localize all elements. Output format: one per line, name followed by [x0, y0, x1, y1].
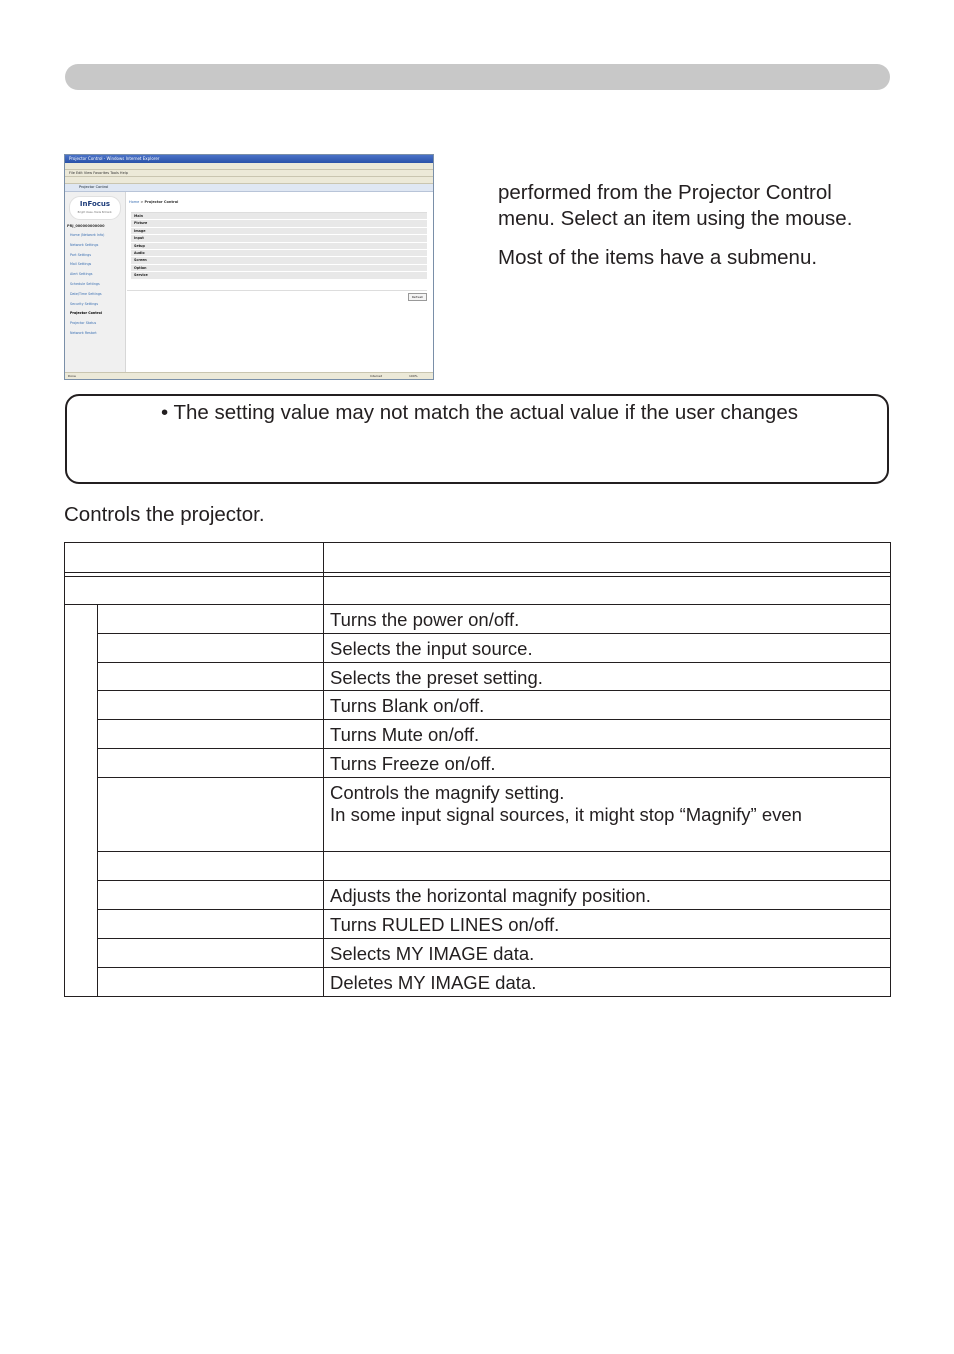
projector-menu-list	[131, 212, 427, 280]
intro-text	[498, 180, 898, 271]
divider	[127, 290, 427, 291]
lead-text: Controls the projector.	[64, 503, 265, 526]
intro-line-3: Most of the items have a submenu.	[498, 246, 818, 269]
table-column-divider	[323, 542, 324, 997]
projector-menu-item[interactable]: Screen	[131, 257, 427, 264]
table-cell-description: Deletes MY IMAGE data.	[330, 972, 537, 993]
table-cell-description: Turns the power on/off.	[330, 609, 520, 630]
projector-menu-item[interactable]: Service	[131, 272, 427, 279]
table-cell-description: Selects the input source.	[330, 638, 533, 659]
web-nav-item[interactable]: Network Restart	[70, 330, 97, 335]
web-sidebar	[65, 192, 126, 373]
table-border	[64, 542, 891, 543]
web-nav-item[interactable]: Home (Network Info)	[70, 233, 105, 237]
browser-screenshot	[64, 154, 434, 380]
table-row-line	[97, 967, 891, 968]
projector-menu-item[interactable]: Image	[131, 228, 427, 235]
table-cell-description: Turns RULED LINES on/off.	[330, 914, 560, 935]
table-row-line	[97, 662, 891, 663]
intro-paragraph	[498, 180, 898, 232]
refresh-button[interactable]: Refresh	[408, 293, 427, 301]
web-nav-item[interactable]: Schedule Settings	[70, 281, 100, 286]
projector-menu-item[interactable]: Input	[131, 235, 427, 242]
table-row-line	[97, 690, 891, 691]
table-header-divider	[64, 572, 891, 573]
infocus-logo	[69, 196, 121, 220]
web-nav-item[interactable]: Security Settings	[70, 301, 99, 306]
address-bar	[65, 163, 433, 170]
table-border	[64, 542, 65, 997]
table-row-line	[97, 938, 891, 939]
note-text: • The setting value may not match the actual value if the user changes	[161, 401, 798, 424]
status-bar	[65, 372, 433, 379]
table-cell-description: Adjusts the horizontal magnify position.	[330, 885, 651, 906]
table-row-line	[97, 777, 891, 778]
table-cell-description: Turns Mute on/off.	[330, 724, 480, 745]
web-nav-item[interactable]: Projector Control	[70, 311, 102, 316]
web-nav-item[interactable]: Network Settings	[70, 242, 99, 247]
status-text: Done	[68, 374, 76, 378]
table-border	[64, 996, 891, 997]
table-cell-description: Turns Freeze on/off.	[330, 753, 496, 774]
intro-line-1: performed from the Projector Control	[498, 181, 832, 204]
web-nav-item[interactable]: Alert Settings	[70, 272, 93, 277]
projector-menu-item[interactable]: Setup	[131, 243, 427, 250]
table-row-line	[64, 604, 891, 605]
table-row-line	[97, 633, 891, 634]
logo-name: InFocus	[79, 200, 111, 208]
table-row-line	[97, 880, 891, 881]
table-cell-description-note: In some input signal sources, it might stop “Magnify” even	[330, 804, 802, 825]
web-nav-item[interactable]: Port Settings	[70, 252, 92, 257]
table-border	[890, 542, 891, 997]
projector-control-table	[64, 542, 891, 997]
table-row-line	[97, 909, 891, 910]
menu-bar: File Edit View Favorites Tools Help	[65, 170, 433, 177]
table-row-line	[97, 748, 891, 749]
table-cell-description: Selects the preset setting.	[330, 667, 543, 688]
web-nav-item[interactable]: Date/Time Settings	[70, 291, 102, 296]
table-cell-description: Selects MY IMAGE data.	[330, 943, 535, 964]
table-cell-description: Turns Blank on/off.	[330, 695, 485, 716]
projector-menu-item[interactable]: Option	[131, 265, 427, 272]
intro-line-2: menu. Select an item using the mouse.	[498, 207, 853, 230]
note-box	[65, 394, 889, 484]
table-header-divider	[64, 576, 891, 577]
table-row-line	[97, 719, 891, 720]
web-main	[127, 192, 433, 373]
projector-menu-item[interactable]: Main	[131, 213, 427, 220]
status-zone: Internet	[370, 374, 382, 378]
toolbar	[65, 177, 433, 184]
logo-tagline: Bright Ideas. Made Brilliant.	[77, 211, 113, 214]
web-nav-list	[65, 231, 125, 339]
status-zoom: 100%	[409, 374, 418, 378]
window-title: Projector Control - Windows Internet Explorer	[65, 155, 433, 163]
breadcrumb-current: Projector Control	[144, 200, 179, 204]
breadcrumb-home[interactable]: Home	[129, 200, 140, 204]
projector-name: PRJ_000000000000	[67, 224, 105, 228]
table-row-line	[97, 851, 891, 852]
projector-menu-item[interactable]: Audio	[131, 250, 427, 257]
web-nav-item[interactable]: Projector Status	[70, 321, 97, 326]
breadcrumb	[127, 192, 433, 208]
browser-tab: Projector Control	[65, 184, 433, 192]
projector-menu-item[interactable]: Picture	[131, 220, 427, 227]
section-header-bar	[65, 64, 890, 90]
table-cell-description: Controls the magnify setting.	[330, 782, 565, 803]
web-nav-item[interactable]: Mail Settings	[70, 262, 92, 267]
breadcrumb-separator: >	[139, 200, 145, 204]
web-content	[65, 192, 433, 373]
